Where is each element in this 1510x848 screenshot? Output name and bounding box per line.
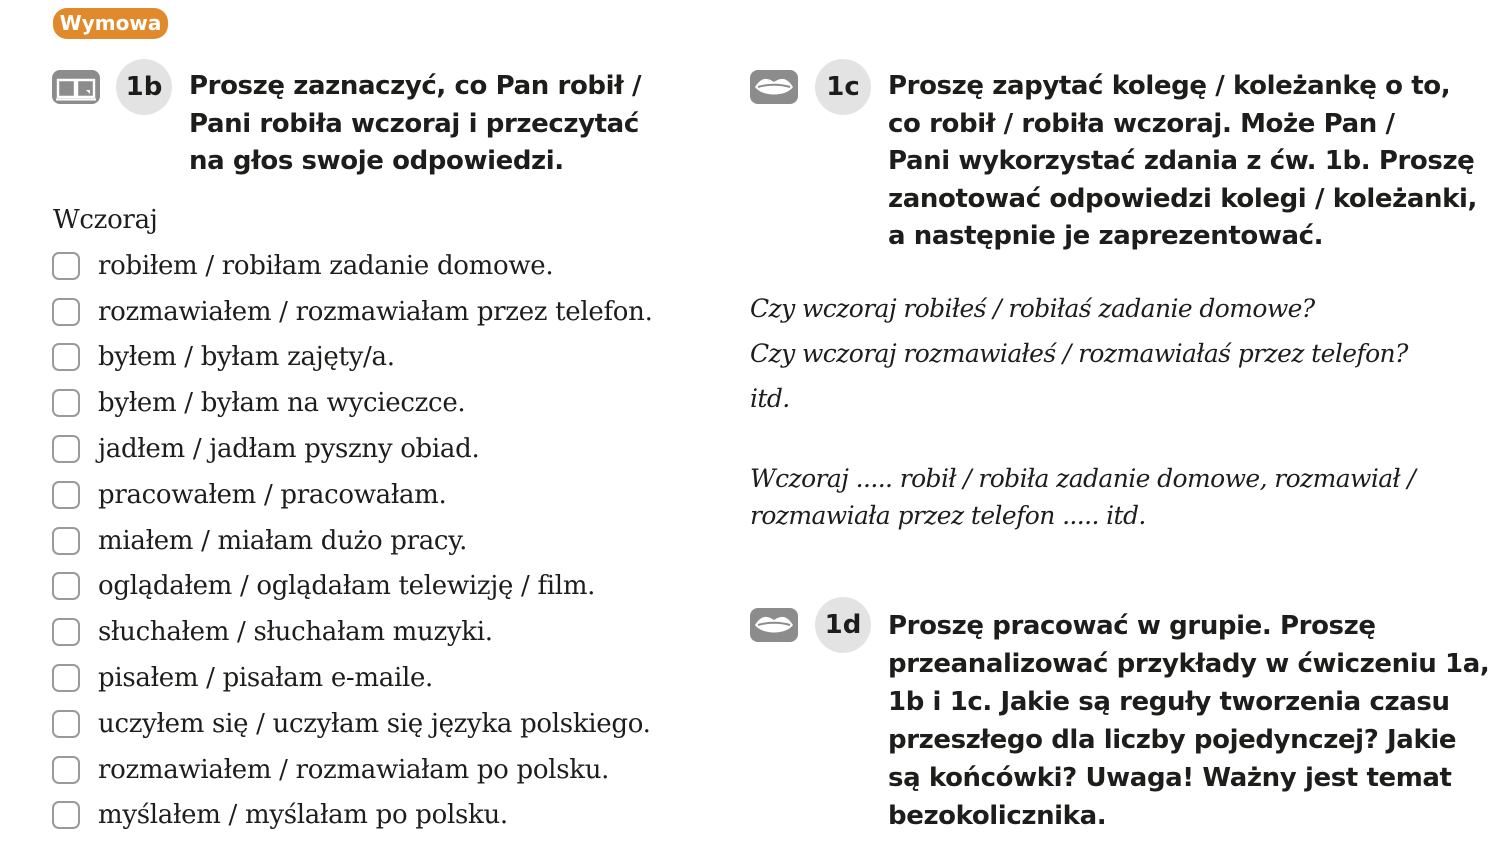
exercise-number-1d: 1d xyxy=(815,597,871,653)
checklist-item xyxy=(52,564,653,610)
checklist-item xyxy=(52,609,653,655)
checkbox[interactable] xyxy=(52,527,80,555)
checklist-item xyxy=(52,747,653,793)
checklist-item-label: myślałem / myślałam po polsku. xyxy=(98,800,508,831)
exercise-number-1b: 1b xyxy=(116,59,172,115)
checklist-item-label: słuchałem / słuchałam muzyki. xyxy=(98,617,493,648)
checklist-1b xyxy=(52,243,653,838)
checklist-item-label: uczyłem się / uczyłam się języka polskiego. xyxy=(98,708,651,739)
lips-icon xyxy=(750,70,798,104)
checklist-item-label: robiłem / robiłam zadanie domowe. xyxy=(98,250,554,281)
checklist-item-label: oglądałem / oglądałam telewizję / film. xyxy=(98,571,596,602)
instruction-line: bezokolicznika. xyxy=(888,801,1107,831)
instruction-1b xyxy=(189,68,641,181)
example-report-line: rozmawiała przez telefon ..... itd. xyxy=(750,501,1146,530)
checklist-item-label: jadłem / jadłam pyszny obiad. xyxy=(98,434,480,465)
exercise-number-1c: 1c xyxy=(815,59,871,115)
checkbox[interactable] xyxy=(52,298,80,326)
instruction-line: Pani robiła wczoraj i przeczytać xyxy=(189,108,639,139)
example-questions xyxy=(750,286,1408,421)
instruction-line: przeszłego dla liczby pojedynczej? Jakie xyxy=(888,725,1457,755)
checkbox[interactable] xyxy=(52,801,80,829)
instruction-1d xyxy=(888,607,1489,835)
instruction-1c xyxy=(888,68,1477,256)
example-report xyxy=(750,460,1415,534)
checklist-item-label: byłem / byłam na wycieczce. xyxy=(98,388,466,419)
example-report-line: Wczoraj ..... robił / robiła zadanie domowe, rozmawiał / xyxy=(750,464,1416,493)
example-question: Czy wczoraj rozmawiałeś / rozmawiałaś przez telefon? xyxy=(750,339,1408,368)
checklist-item-label: miałem / miałam dużo pracy. xyxy=(98,525,468,556)
checkbox[interactable] xyxy=(52,389,80,417)
example-question: itd. xyxy=(750,384,790,413)
checkbox[interactable] xyxy=(52,252,80,280)
checklist-item-label: rozmawiałem / rozmawiałam przez telefon. xyxy=(98,296,653,327)
checklist-item xyxy=(52,793,653,839)
checkbox[interactable] xyxy=(52,343,80,371)
instruction-line: co robił / robiła wczoraj. Może Pan / xyxy=(888,108,1395,139)
instruction-line: Proszę pracować w grupie. Proszę xyxy=(888,611,1376,641)
checklist-item xyxy=(52,335,653,381)
instruction-line: Proszę zaznaczyć, co Pan robił / xyxy=(189,71,642,101)
instruction-line: a następnie je zaprezentować. xyxy=(888,221,1324,251)
checklist-item-label: pracowałem / pracowałam. xyxy=(98,479,447,510)
checkbox[interactable] xyxy=(52,756,80,784)
checklist-item-label: rozmawiałem / rozmawiałam po polsku. xyxy=(98,754,610,785)
open-book-icon xyxy=(52,70,100,104)
instruction-line: są końcówki? Uwaga! Ważny jest temat xyxy=(888,763,1452,793)
instruction-line: na głos swoje odpowiedzi. xyxy=(189,146,564,176)
checklist-item xyxy=(52,701,653,747)
checklist-intro: Wczoraj xyxy=(53,205,158,235)
instruction-line: Pani wykorzystać zdania z ćw. 1b. Proszę xyxy=(888,146,1475,176)
checkbox[interactable] xyxy=(52,618,80,646)
checklist-item xyxy=(52,472,653,518)
checkbox[interactable] xyxy=(52,664,80,692)
section-tag: Wymowa xyxy=(53,8,168,39)
instruction-line: zanotować odpowiedzi kolegi / koleżanki, xyxy=(888,183,1477,214)
lips-icon xyxy=(750,608,798,642)
checkbox[interactable] xyxy=(52,710,80,738)
instruction-line: 1b i 1c. Jakie są reguły tworzenia czasu xyxy=(888,687,1450,717)
checkbox[interactable] xyxy=(52,572,80,600)
checklist-item xyxy=(52,243,653,289)
checkbox[interactable] xyxy=(52,435,80,463)
checklist-item xyxy=(52,655,653,701)
checklist-item xyxy=(52,518,653,564)
instruction-line: przeanalizować przykłady w ćwiczeniu 1a, xyxy=(888,649,1490,679)
checklist-item xyxy=(52,426,653,472)
checklist-item-label: pisałem / pisałam e-maile. xyxy=(98,663,434,694)
checkbox[interactable] xyxy=(52,481,80,509)
example-question: Czy wczoraj robiłeś / robiłaś zadanie domowe? xyxy=(750,294,1315,323)
checklist-item xyxy=(52,289,653,335)
checklist-item-label: byłem / byłam zajęty/a. xyxy=(98,342,395,373)
checklist-item xyxy=(52,380,653,426)
instruction-line: Proszę zapytać kolegę / koleżankę o to, xyxy=(888,71,1451,101)
